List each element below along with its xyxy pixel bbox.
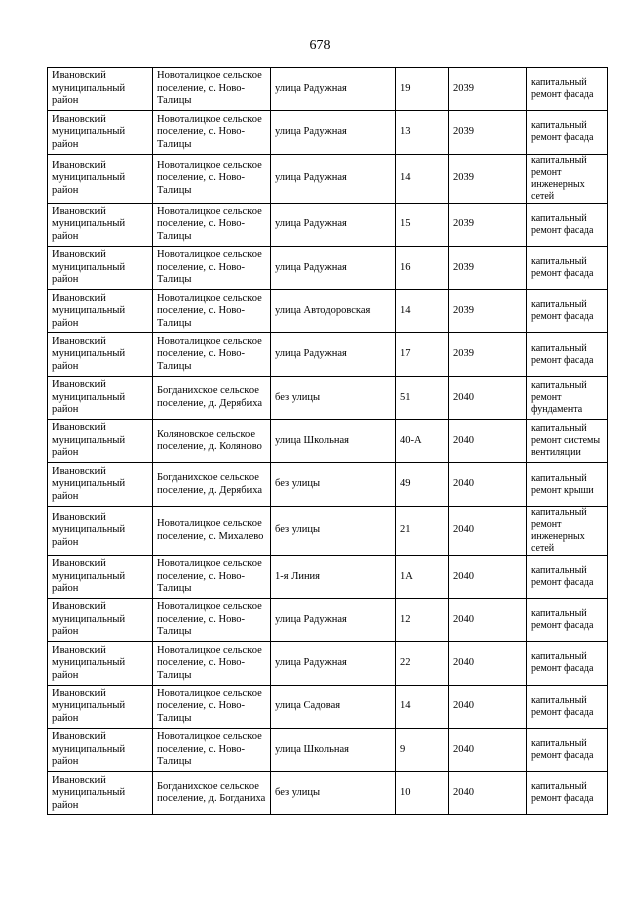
- year-cell: 2040: [449, 463, 527, 506]
- year-cell: 2040: [449, 685, 527, 728]
- house-number-cell: 15: [396, 203, 449, 246]
- house-number-cell: 14: [396, 290, 449, 333]
- table-row: [48, 246, 608, 289]
- work-type-cell: капитальный ремонт фундамента: [527, 376, 608, 419]
- table-row: [48, 420, 608, 463]
- year-cell: 2040: [449, 376, 527, 419]
- district-cell: Ивановский муниципальный район: [48, 506, 153, 555]
- work-type-cell: капитальный ремонт фасада: [527, 333, 608, 376]
- year-cell: 2040: [449, 642, 527, 685]
- settlement-cell: Богданихское сельское поселение, д. Дерябиха: [153, 376, 271, 419]
- district-cell: Ивановский муниципальный район: [48, 463, 153, 506]
- year-cell: 2040: [449, 506, 527, 555]
- settlement-cell: Новоталицкое сельское поселение, с. Ново-Талицы: [153, 598, 271, 641]
- house-number-cell: 49: [396, 463, 449, 506]
- table-row: [48, 598, 608, 641]
- settlement-cell: Новоталицкое сельское поселение, с. Ново-Талицы: [153, 642, 271, 685]
- table-row: [48, 68, 608, 111]
- table-row: [48, 555, 608, 598]
- house-number-cell: 40-А: [396, 420, 449, 463]
- street-cell: без улицы: [271, 506, 396, 555]
- street-cell: 1-я Линия: [271, 555, 396, 598]
- house-number-cell: 16: [396, 246, 449, 289]
- year-cell: 2039: [449, 203, 527, 246]
- house-number-cell: 1А: [396, 555, 449, 598]
- street-cell: без улицы: [271, 463, 396, 506]
- house-number-cell: 51: [396, 376, 449, 419]
- table-row: [48, 376, 608, 419]
- work-type-cell: капитальный ремонт фасада: [527, 246, 608, 289]
- street-cell: улица Радужная: [271, 598, 396, 641]
- repair-schedule-table: [47, 67, 608, 815]
- year-cell: 2039: [449, 111, 527, 154]
- settlement-cell: Новоталицкое сельское поселение, с. Ново-Талицы: [153, 246, 271, 289]
- district-cell: Ивановский муниципальный район: [48, 111, 153, 154]
- house-number-cell: 14: [396, 154, 449, 203]
- district-cell: Ивановский муниципальный район: [48, 420, 153, 463]
- work-type-cell: капитальный ремонт фасада: [527, 772, 608, 815]
- table-row: [48, 290, 608, 333]
- year-cell: 2040: [449, 555, 527, 598]
- work-type-cell: капитальный ремонт фасада: [527, 290, 608, 333]
- street-cell: улица Радужная: [271, 68, 396, 111]
- district-cell: Ивановский муниципальный район: [48, 333, 153, 376]
- house-number-cell: 13: [396, 111, 449, 154]
- street-cell: улица Радужная: [271, 246, 396, 289]
- district-cell: Ивановский муниципальный район: [48, 728, 153, 771]
- work-type-cell: капитальный ремонт фасада: [527, 111, 608, 154]
- settlement-cell: Новоталицкое сельское поселение, с. Ново-Талицы: [153, 203, 271, 246]
- settlement-cell: Богданихское сельское поселение, д. Дерябиха: [153, 463, 271, 506]
- street-cell: улица Школьная: [271, 420, 396, 463]
- settlement-cell: Новоталицкое сельское поселение, с. Ново-Талицы: [153, 728, 271, 771]
- settlement-cell: Новоталицкое сельское поселение, с. Ново-Талицы: [153, 290, 271, 333]
- year-cell: 2040: [449, 420, 527, 463]
- district-cell: Ивановский муниципальный район: [48, 555, 153, 598]
- street-cell: улица Автодоровская: [271, 290, 396, 333]
- table-row: [48, 333, 608, 376]
- year-cell: 2040: [449, 772, 527, 815]
- settlement-cell: Богданихское сельское поселение, д. Богданиха: [153, 772, 271, 815]
- street-cell: улица Садовая: [271, 685, 396, 728]
- street-cell: улица Радужная: [271, 154, 396, 203]
- house-number-cell: 22: [396, 642, 449, 685]
- street-cell: улица Радужная: [271, 111, 396, 154]
- settlement-cell: Новоталицкое сельское поселение, с. Ново-Талицы: [153, 154, 271, 203]
- table-row: [48, 154, 608, 203]
- table-row: [48, 728, 608, 771]
- year-cell: 2039: [449, 290, 527, 333]
- street-cell: улица Радужная: [271, 642, 396, 685]
- street-cell: улица Радужная: [271, 203, 396, 246]
- table-row: [48, 111, 608, 154]
- table-row: [48, 203, 608, 246]
- year-cell: 2039: [449, 333, 527, 376]
- house-number-cell: 9: [396, 728, 449, 771]
- settlement-cell: Новоталицкое сельское поселение, с. Ново-Талицы: [153, 555, 271, 598]
- house-number-cell: 14: [396, 685, 449, 728]
- work-type-cell: капитальный ремонт крыши: [527, 463, 608, 506]
- settlement-cell: Новоталицкое сельское поселение, с. Ново-Талицы: [153, 333, 271, 376]
- work-type-cell: капитальный ремонт инженерных сетей: [527, 506, 608, 555]
- settlement-cell: Новоталицкое сельское поселение, с. Ново-Талицы: [153, 68, 271, 111]
- work-type-cell: капитальный ремонт фасада: [527, 598, 608, 641]
- house-number-cell: 21: [396, 506, 449, 555]
- street-cell: улица Школьная: [271, 728, 396, 771]
- house-number-cell: 19: [396, 68, 449, 111]
- year-cell: 2039: [449, 68, 527, 111]
- table-row: [48, 463, 608, 506]
- table-row: [48, 685, 608, 728]
- district-cell: Ивановский муниципальный район: [48, 68, 153, 111]
- district-cell: Ивановский муниципальный район: [48, 154, 153, 203]
- district-cell: Ивановский муниципальный район: [48, 290, 153, 333]
- table-row: [48, 506, 608, 555]
- table-row: [48, 772, 608, 815]
- year-cell: 2040: [449, 728, 527, 771]
- work-type-cell: капитальный ремонт фасада: [527, 203, 608, 246]
- street-cell: улица Радужная: [271, 333, 396, 376]
- year-cell: 2039: [449, 246, 527, 289]
- district-cell: Ивановский муниципальный район: [48, 772, 153, 815]
- table-row: [48, 642, 608, 685]
- year-cell: 2039: [449, 154, 527, 203]
- settlement-cell: Новоталицкое сельское поселение, с. Ново-Талицы: [153, 111, 271, 154]
- district-cell: Ивановский муниципальный район: [48, 376, 153, 419]
- work-type-cell: капитальный ремонт фасада: [527, 642, 608, 685]
- work-type-cell: капитальный ремонт фасада: [527, 685, 608, 728]
- district-cell: Ивановский муниципальный район: [48, 246, 153, 289]
- work-type-cell: капитальный ремонт фасада: [527, 555, 608, 598]
- work-type-cell: капитальный ремонт фасада: [527, 68, 608, 111]
- district-cell: Ивановский муниципальный район: [48, 685, 153, 728]
- page-number: 678: [309, 38, 331, 53]
- street-cell: без улицы: [271, 772, 396, 815]
- settlement-cell: Новоталицкое сельское поселение, с. Михалево: [153, 506, 271, 555]
- settlement-cell: Коляновское сельское поселение, д. Коляново: [153, 420, 271, 463]
- street-cell: без улицы: [271, 376, 396, 419]
- district-cell: Ивановский муниципальный район: [48, 203, 153, 246]
- year-cell: 2040: [449, 598, 527, 641]
- work-type-cell: капитальный ремонт системы вентиляции: [527, 420, 608, 463]
- district-cell: Ивановский муниципальный район: [48, 598, 153, 641]
- work-type-cell: капитальный ремонт фасада: [527, 728, 608, 771]
- work-type-cell: капитальный ремонт инженерных сетей: [527, 154, 608, 203]
- settlement-cell: Новоталицкое сельское поселение, с. Ново-Талицы: [153, 685, 271, 728]
- house-number-cell: 12: [396, 598, 449, 641]
- district-cell: Ивановский муниципальный район: [48, 642, 153, 685]
- house-number-cell: 10: [396, 772, 449, 815]
- table-body: [48, 68, 608, 815]
- house-number-cell: 17: [396, 333, 449, 376]
